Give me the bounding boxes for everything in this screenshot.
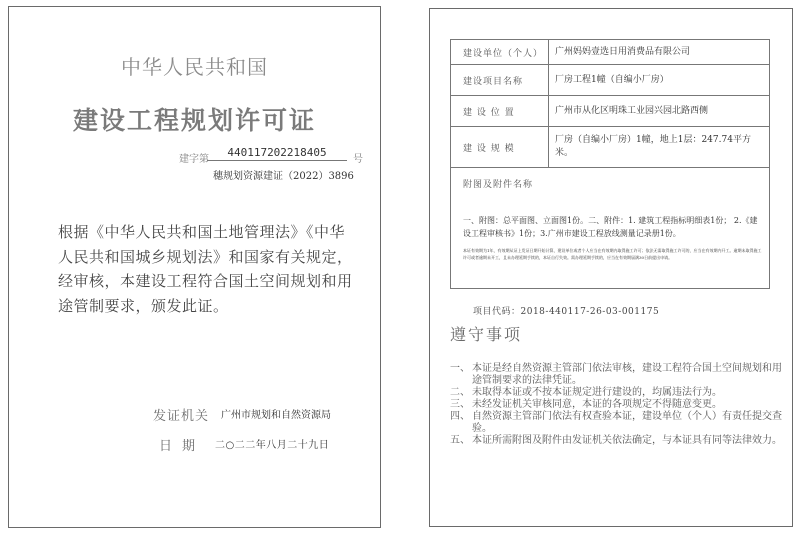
row-value: 广州市从化区明珠工业园兴园北路西侧 (549, 96, 770, 127)
issuer-label: 发证机关 (153, 409, 210, 424)
certificate-front-page (8, 6, 381, 528)
row-value: 广州妈妈壹选日用消费品有限公司 (549, 40, 770, 65)
certificate-back-page (429, 8, 793, 527)
row-value: 厂房（自编小厂房）1幢，地上1层：247.74平方米。 (549, 127, 770, 168)
certificate-title: 建设工程规划许可证 (72, 106, 316, 135)
project-code: 项目代码：2018-440117-26-03-001175 (473, 307, 660, 317)
attachments-box (450, 165, 770, 289)
rule-text: 未取得本证或不按本证规定进行建设的，均属违法行为。 (472, 387, 722, 398)
rule-number: 二、 (450, 387, 470, 398)
list-item (450, 411, 784, 435)
list-item (450, 363, 784, 387)
nation-name: 中华人民共和国 (121, 55, 268, 79)
row-label: 建设项目名称 (451, 65, 549, 96)
rules-title: 遵守事项 (450, 325, 523, 344)
issue-date: 二○二二年八月二十九日 (215, 440, 330, 451)
rules-list (450, 363, 784, 447)
table-row (451, 65, 770, 96)
list-item (450, 387, 784, 399)
rule-text: 本证所需附图及附件由发证机关依法确定，与本证具有同等法律效力。 (472, 435, 782, 446)
rule-number: 一、 (450, 363, 470, 374)
row-label: 建 设 规 模 (451, 127, 549, 168)
rule-number: 五、 (450, 435, 470, 446)
number-suffix: 号 (353, 154, 363, 165)
rule-text: 自然资源主管部门依法有权查验本证，建设单位（个人）有责任提交查验。 (472, 411, 782, 434)
rule-number: 三、 (450, 399, 470, 410)
table-row (451, 40, 770, 65)
document-code: 穗规划资源建证（2022）3896 (213, 171, 354, 182)
attachments-label: 附图及附件名称 (463, 180, 534, 190)
row-label: 建设单位（个人） (451, 40, 549, 65)
project-info-table (450, 39, 770, 168)
validity-fine-print: 本证有效期为1年，有效期从证上发证日期开始计算，建设单位或者个人应当在有效期内取得施工许可；依法无需取得施工许可的，应当在有效期内开工。逾期未取得施工许可或者逾期未开工，且未办理延期手续的，本证自行失效。需办理延期手续的，应当在有效期届满30日前提出申请。 (463, 248, 762, 260)
table-row (451, 127, 770, 168)
rule-text: 未经发证机关审核同意，本证的各项规定不得随意变更。 (472, 399, 722, 410)
number-prefix: 建字第 (179, 154, 209, 165)
table-row (451, 96, 770, 127)
row-value: 厂房工程1幢（自编小厂房） (549, 65, 770, 96)
date-label: 日期 (159, 439, 206, 454)
certificate-body-text: 根据《中华人民共和国土地管理法》《中华人民共和国城乡规划法》和国家有关规定，经审核，本建设工程符合国土空间规划和用途管制要求，颁发此证。 (58, 223, 353, 315)
rule-number: 四、 (450, 411, 470, 422)
attachments-text: 一、附图：总平面图、立面图1份。二、附件：1. 建筑工程指标明细表1份； 2.《建设工程审核书》1份；3.广州市建设工程放线测量记录册1份。 (463, 216, 758, 238)
certificate-number: 440117202218405 (207, 146, 347, 161)
rule-text: 本证是经自然资源主管部门依法审核，建设工程符合国土空间规划和用途管制要求的法律凭证。 (472, 363, 782, 386)
list-item (450, 435, 784, 447)
list-item (450, 399, 784, 411)
row-label: 建 设 位 置 (451, 96, 549, 127)
issuer-value: 广州市规划和自然资源局 (221, 410, 331, 421)
